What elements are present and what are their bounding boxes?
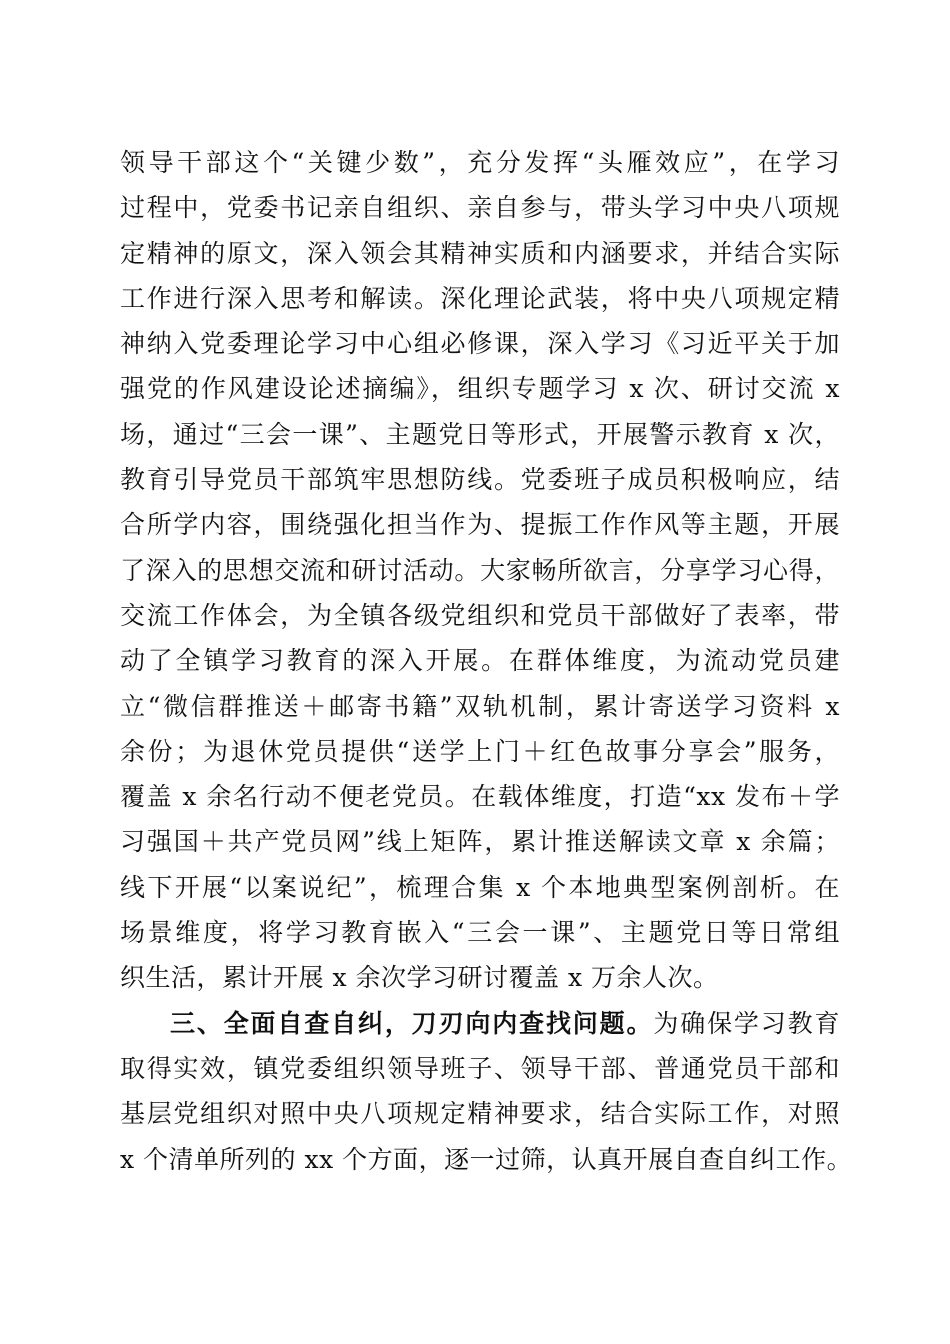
text-line [120, 1001, 840, 1046]
text-line: 教育引导党员干部筑牢思想防线。党委班子成员积极响应，结 [120, 465, 840, 495]
text-line: 动了全镇学习教育的深入开展。在群体维度，为流动党员建 [120, 646, 840, 676]
text-line: 场景维度，将学习教育嵌入“三会一课”、主题党日等日常组 [120, 918, 840, 948]
body-text [120, 140, 853, 1182]
text-line: 场，通过“三会一课”、主题党日等形式，开展警示教育 x 次， [120, 419, 840, 449]
paragraph-2 [120, 1001, 853, 1182]
text-line: 习强国＋共产党员网”线上矩阵，累计推送解读文章 x 余篇； [120, 827, 840, 857]
paragraph-1 [120, 140, 840, 1001]
text-line: 领导干部这个“关键少数”，充分发挥“头雁效应”，在学习 [120, 148, 840, 177]
text-line: 余份；为退休党员提供“送学上门＋红色故事分享会”服务， [120, 736, 840, 766]
text-line: 基层党组织对照中央八项规定精神要求，结合实际工作，对照 [120, 1099, 840, 1129]
text-line: 覆盖 x 余名行动不便老党员。在载体维度，打造“xx 发布＋学 [120, 782, 840, 812]
text-line: 工作进行深入思考和解读。深化理论武装，将中央八项规定精 [120, 283, 840, 313]
text-line: 了深入的思想交流和研讨活动。大家畅所欲言，分享学习心得， [120, 555, 840, 585]
text-line: 强党的作风建设论述摘编》，组织专题学习 x 次、研讨交流 x [120, 374, 840, 404]
text-line: 织生活，累计开展 x 余次学习研讨覆盖 x 万余人次。 [120, 963, 719, 993]
text-line: 神纳入党委理论学习中心组必修课，深入学习《习近平关于加 [120, 329, 840, 359]
text-line: x 个清单所列的 xx 个方面，逐一过筛，认真开展自查自纠工作。 [120, 1144, 853, 1174]
text-line: 取得实效，镇党委组织领导班子、领导干部、普通党员干部和 [120, 1053, 840, 1083]
text-line: 合所学内容，围绕强化担当作为、提振工作作风等主题，开展 [120, 510, 840, 540]
text-line: 立“微信群推送＋邮寄书籍”双轨机制，累计寄送学习资料 x [120, 691, 840, 721]
text-line: 交流工作体会，为全镇各级党组织和党员干部做好了表率，带 [120, 600, 840, 630]
text-line: 定精神的原文，深入领会其精神实质和内涵要求，并结合实际 [120, 238, 840, 268]
text-line: 过程中，党委书记亲自组织、亲自参与，带头学习中央八项规 [120, 193, 840, 223]
text-line: 线下开展“以案说纪”，梳理合集 x 个本地典型案例剖析。在 [120, 872, 840, 902]
text-run: 为确保学习教育 [653, 1008, 840, 1038]
section-heading: 三、全面自查自纠，刀刃向内查找问题。 [170, 1008, 654, 1038]
